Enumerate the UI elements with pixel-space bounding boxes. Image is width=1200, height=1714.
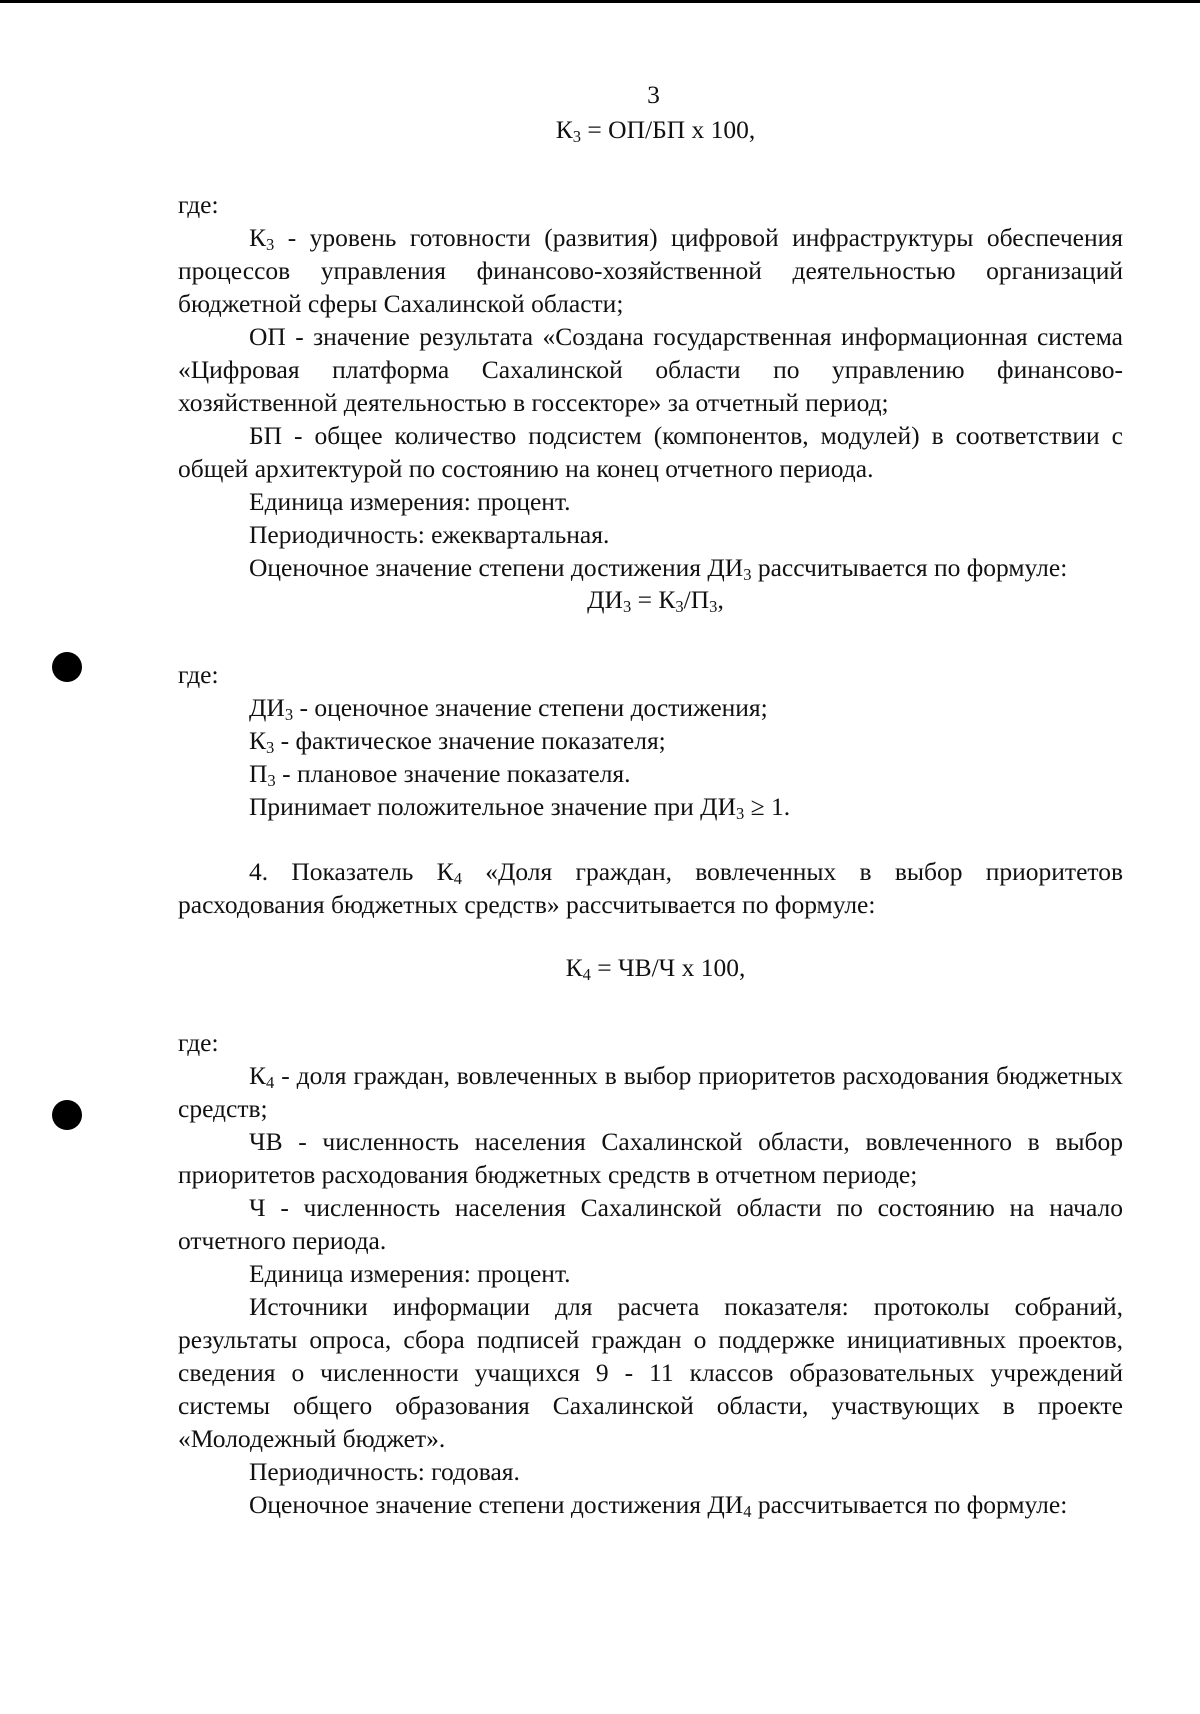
definition-bp: БП - общее количество подсистем (компонентов, модулей) в соответствии с общей архитектурой по состоянию на конец отчетного периода. [178, 421, 1123, 483]
definition-k4: $К_4$ - доля граждан, вовлеченных в выбор приоритетов расходования бюджетных средств; [178, 1061, 1123, 1123]
k4-periodicity: Периодичность: годовая. [249, 1457, 520, 1486]
definition-di3: $ДИ_3$ - оценочное значение степени достижения; [249, 693, 768, 725]
k4-unit: Единица измерения: процент. [249, 1259, 571, 1288]
document-page [178, 78, 1123, 1521]
definition-ch: Ч - численность населения Сахалинской области по состоянию на начало отчетного периода. [178, 1193, 1123, 1255]
k4-estimate-text: Оценочное значение степени достижения $ДИ_4$ рассчитывается по формуле: [249, 1490, 1068, 1522]
k3-unit: Единица измерения: процент. [249, 487, 571, 516]
formula-k3: $К_3 = ОП/БП$ х 100, [555, 115, 756, 147]
di3-condition: Принимает положительное значение при $ДИ_3 \ge 1$. [249, 792, 791, 824]
where-label-3: где: [178, 1028, 219, 1057]
where-label-2: где: [178, 660, 219, 689]
definition-p3: $П_3$ - плановое значение показателя. [249, 759, 631, 791]
definition-op: ОП - значение результата «Создана государственная информационная система «Цифровая платформа Сахалинской области по управлению финансово-хозяйственной деятельностью в госсекторе» за отчетный период; [178, 322, 1123, 417]
where-label: где: [178, 190, 219, 219]
definition-k3: $К_3$ - уровень готовности (развития) цифровой инфраструктуры обеспечения процессов управления финансово-хозяйственной деятельностью организаций бюджетной сферы Сахалинской области; [178, 223, 1123, 318]
page-number: 3 [647, 80, 660, 109]
punch-hole-lower [52, 1100, 82, 1130]
formula-di3: $ДИ_3 = К_3/П_3$, [587, 585, 724, 617]
definition-chv: ЧВ - численность населения Сахалинской области, вовлеченного в выбор приоритетов расходования бюджетных средств в отчетном периоде; [178, 1127, 1123, 1189]
formula-k4: $К_4 = ЧВ/Ч$ х 100, [565, 953, 746, 985]
definition-k3-fact: $К_3$ - фактическое значение показателя; [249, 726, 666, 758]
top-border [0, 0, 1200, 3]
k4-intro: 4. Показатель $К_4$ «Доля граждан, вовлеченных в выбор приоритетов расходования бюджетных средств» рассчитывается по формуле: [178, 857, 1123, 919]
k4-sources: Источники информации для расчета показателя: протоколы собраний, результаты опроса, сбора подписей граждан о поддержке инициативных проектов, сведения о численности учащихся 9 - 11 классов образовательных учреждений системы общего образования Сахалинской области, участвующих в проекте «Молодежный бюджет». [178, 1292, 1123, 1453]
punch-hole-upper [52, 652, 82, 682]
k3-estimate-text: Оценочное значение степени достижения $ДИ_3$ рассчитывается по формуле: [249, 553, 1068, 585]
k3-periodicity: Периодичность: ежеквартальная. [249, 520, 610, 549]
